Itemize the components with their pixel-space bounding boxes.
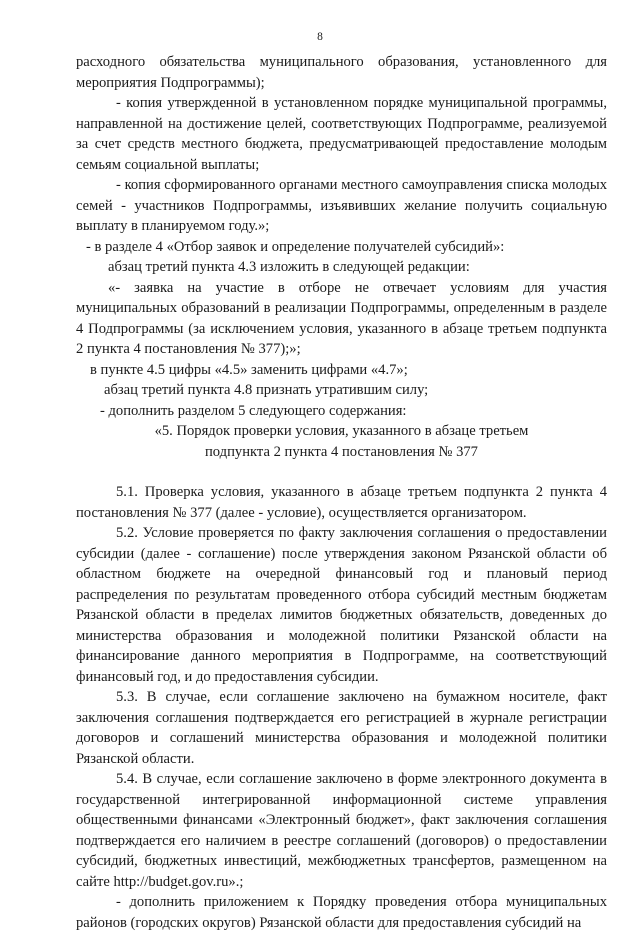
- paragraph-continuation: расходного обязательства муниципального образования, установленного для мероприятия Подпрограммы);: [76, 54, 607, 91]
- spacer: [76, 462, 607, 482]
- section5-heading-line2: подпункта 2 пункта 4 постановления № 377: [205, 443, 478, 460]
- paragraph-rejection-reason: «- заявка на участие в отборе не отвечает условиям для участия муниципальных образований в реализации Подпрограммы, определенным в разделе 4 Подпрограммы (за исключением условия, указанного в абзаце третьем подпункта 2 пункта 4 постановления № 377);»;: [76, 279, 607, 357]
- paragraph-add-section5: - дополнить разделом 5 следующего содержания:: [100, 402, 407, 419]
- paragraph-5-2: 5.2. Условие проверяется по факту заключения соглашения о предоставлении субсидии (далее - соглашение) после утверждения законом Рязанской области об областном бюджете на очередной финансовый год и плановый период распределения по результатам проведенного отбора субсидий местным бюджетам Рязанской области в пределах лимитов бюджетных обязательств, доведенных до министерства образования и молодежной политики Рязанской области на финансирование данного мероприятия в Подпрограмме, на соответствующий финансовый год, и до предоставления субсидии.: [76, 525, 607, 685]
- section5-heading-line1: «5. Порядок проверки условия, указанного в абзаце третьем: [154, 423, 529, 439]
- document-body: [76, 52, 607, 933]
- paragraph-clause-4-8: абзац третий пункта 4.8 признать утратившим силу;: [104, 382, 429, 398]
- paragraph-section4-intro: - в разделе 4 «Отбор заявок и определение получателей субсидий»:: [86, 238, 505, 255]
- paragraph-families-list: - копия сформированного органами местного самоуправления списка молодых семей - участников Подпрограммы, изъявивших желание получить социальную выплату в планируемом году.»;: [76, 177, 607, 234]
- paragraph-5-4: 5.4. В случае, если соглашение заключено в форме электронного документа в государственной интегрированной информационной системе управления общественными финансами «Электронный бюджет», факт заключения соглашения подтверждается его наличием в реестре соглашений (договоров) о предоставлении субсидий, бюджетных инвестиций, межбюджетных трансфертов, размещенном на сайте http://budget.gov.ru».;: [76, 771, 607, 890]
- paragraph-clause-4-3: абзац третий пункта 4.3 изложить в следующей редакции:: [108, 259, 470, 275]
- page-number: 8: [317, 31, 323, 43]
- paragraph-clause-4-5: в пункте 4.5 цифры «4.5» заменить цифрами «4.7»;: [90, 361, 408, 378]
- paragraph-5-3: 5.3. В случае, если соглашение заключено на бумажном носителе, факт заключения соглашения подтверждается его регистрацией в журнале регистрации договоров и соглашений министерства образования и молодежной политики Рязанской области.: [76, 689, 607, 767]
- paragraph-5-1: 5.1. Проверка условия, указанного в абзаце третьем подпункта 2 пункта 4 постановления № 377 (далее - условие), осуществляется организатором.: [76, 484, 607, 521]
- paragraph-add-appendix: - дополнить приложением к Порядку проведения отбора муниципальных районов (городских округов) Рязанской области для предоставления субсидий на: [76, 894, 607, 931]
- paragraph-program-copy: - копия утвержденной в установленном порядке муниципальной программы, направленной на достижение целей, соответствующих Подпрограмме, реализуемой за счет средств местного бюджета, предусматривающей предоставление молодым семьям социальной выплаты;: [76, 95, 607, 173]
